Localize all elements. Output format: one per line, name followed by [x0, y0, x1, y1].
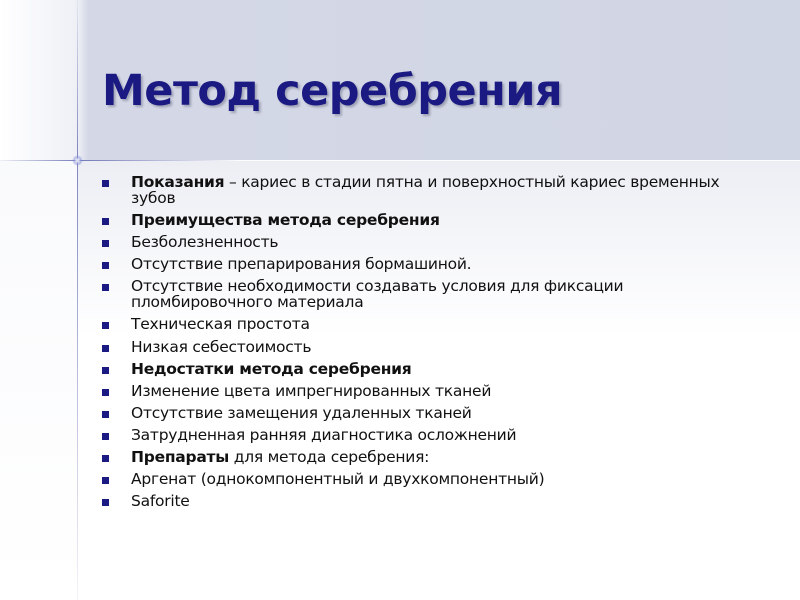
item-text: Безболезненность [131, 233, 279, 252]
item-bold: Преимущества метода серебрения [131, 211, 440, 230]
item-text: Отсутствие необходимости создавать условия для фиксации пломбировочного материала [131, 277, 624, 312]
item-text: Отсутствие препарирования бормашиной. [131, 255, 472, 274]
list-item [102, 405, 762, 421]
item-text: Техническая простота [131, 315, 310, 334]
horizontal-accent-line [0, 160, 800, 161]
square-bullet-icon [102, 218, 109, 225]
list-item [102, 174, 762, 206]
item-bold: Недостатки метода серебрения [131, 359, 412, 378]
square-bullet-icon [102, 433, 109, 440]
square-bullet-icon [102, 499, 109, 506]
square-bullet-icon [102, 262, 109, 269]
square-bullet-icon [102, 455, 109, 462]
sparkle-icon [72, 155, 83, 166]
list-item [102, 234, 762, 250]
square-bullet-icon [102, 389, 109, 396]
item-text: Отсутствие замещения удаленных тканей [131, 403, 472, 422]
item-text: – кариес в стадии пятна и поверхностный кариес временных зубов [131, 173, 720, 207]
list-item [102, 339, 762, 355]
item-text: Изменение цвета импрегнированных тканей [131, 381, 492, 400]
vertical-accent-line [77, 0, 78, 600]
item-text: Saforite [131, 492, 190, 511]
list-item [102, 383, 762, 399]
item-text: Затрудненная ранняя диагностика осложнений [131, 425, 517, 444]
square-bullet-icon [102, 322, 109, 329]
square-bullet-icon [102, 367, 109, 374]
list-item [102, 449, 762, 465]
square-bullet-icon [102, 240, 109, 247]
item-bold: Препараты [131, 448, 230, 467]
item-text: Аргенат (однокомпонентный и двухкомпонентный) [131, 470, 545, 489]
square-bullet-icon [102, 411, 109, 418]
item-text: для метода серебрения: [229, 448, 430, 467]
bullet-list [102, 174, 762, 515]
list-item [102, 471, 762, 487]
list-item [102, 427, 762, 443]
square-bullet-icon [102, 477, 109, 484]
list-item [102, 361, 762, 377]
slide-title: Метод серебрения [102, 66, 563, 116]
square-bullet-icon [102, 345, 109, 352]
list-item [102, 316, 762, 332]
item-text: Низкая себестоимость [131, 337, 312, 356]
list-item [102, 493, 762, 509]
list-item [102, 278, 762, 310]
list-item [102, 212, 762, 228]
square-bullet-icon [102, 284, 109, 291]
square-bullet-icon [102, 180, 109, 187]
list-item [102, 256, 762, 272]
item-bold: Показания [131, 173, 225, 191]
